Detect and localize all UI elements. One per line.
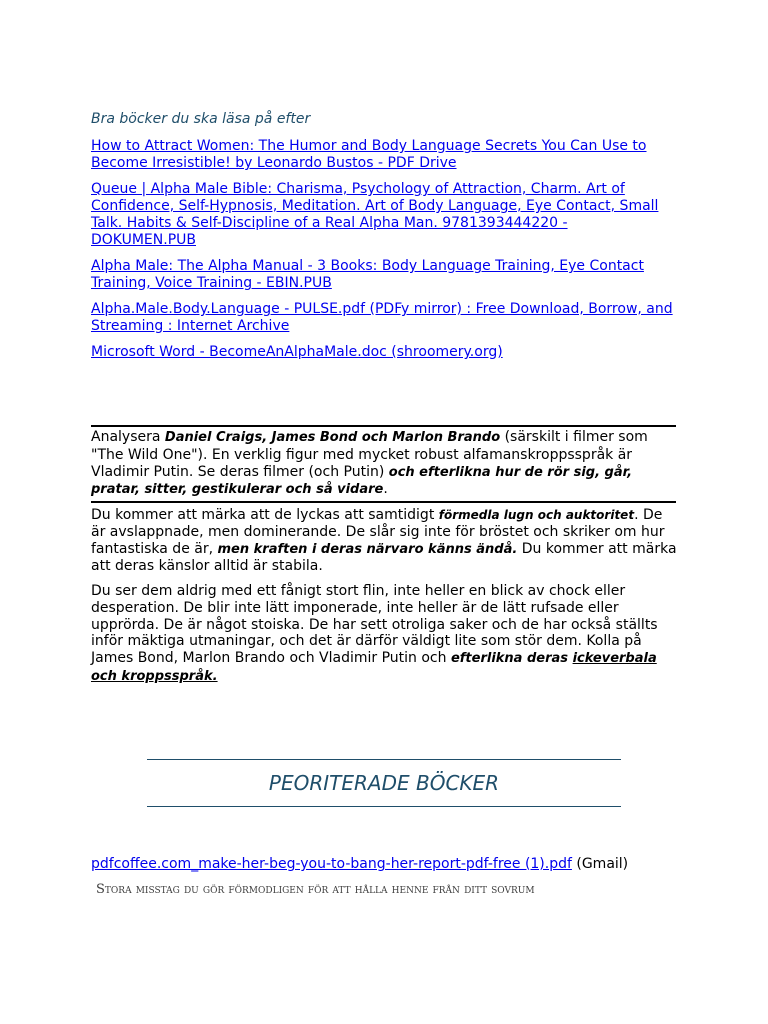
paragraph-bold-underlined-text: ickeverbala och kroppsspråk. <box>91 651 657 684</box>
paragraph-text: Du ser dem aldrig med ett fånigt stort flin, inte heller en blick av chock eller desperation. De blir inte lätt imponerade, inte heller är de lätt rufsade eller upprörda. De är något stoiska. De har sett otroliga saker och de har också ställts inför mäktiga utmaningar, och det är därför väldigt lite som stör dem. Kolla på James Bond, Marlon Brando och Vladimir Putin och <box>91 583 658 667</box>
paragraph-text: Du kommer att märka att de lyckas att samtidigt <box>91 507 439 523</box>
callout-text: . <box>383 481 388 498</box>
book-link-body-language-pulse[interactable]: Alpha.Male.Body.Language - PULSE.pdf (PDFy mirror) : Free Download, Borrow, and Streaming : Internet Archive <box>91 301 673 334</box>
callout-bold-names: Daniel Craigs, James Bond och Marlon Brando <box>164 430 501 445</box>
section-heading-block <box>147 759 621 807</box>
paragraph-bold-text: förmedla lugn och auktoritet <box>438 508 635 522</box>
recommended-books-subtitle: Bra böcker du ska läsa på efter <box>91 111 311 127</box>
paragraph-text: Du kommer att märka att deras känslor alltid är stabila. <box>91 540 677 575</box>
book-list-section <box>91 111 676 370</box>
link-item <box>91 258 676 292</box>
link-item <box>91 138 676 172</box>
link-item <box>91 301 676 335</box>
analysis-callout-box <box>91 425 676 503</box>
attachment-source-label: (Gmail) <box>571 856 629 872</box>
callout-text: Analysera <box>91 429 165 445</box>
book-link-become-alpha-male[interactable]: Microsoft Word - BecomeAnAlphaMale.doc (shroomery.org) <box>91 344 503 360</box>
callout-bold-instruction: och efterlikna hur de rör sig, går, pratar, sitter, gestikulerar och så vidare <box>91 464 633 498</box>
callout-text: (särskilt i filmer som "The Wild One"). En verklig figur med mycket robust alfamanskroppsspråk är Vladimir Putin. Se deras filmer (och Putin) <box>91 429 648 480</box>
attachment-line <box>91 856 628 873</box>
section-heading: PEORITERADE BÖCKER <box>268 771 500 795</box>
book-link-alpha-manual[interactable]: Alpha Male: The Alpha Manual - 3 Books: Body Language Training, Eye Contact Training, Voice Training - EBIN.PUB <box>91 258 644 291</box>
paragraph-bold-text: men kraften i deras närvaro känns ändå. <box>217 541 518 557</box>
heading-bottom-rule <box>147 806 621 807</box>
attachment-description: Stora misstag du gör förmodligen för att hålla henne från ditt sovrum <box>96 882 535 897</box>
book-link-alpha-male-bible[interactable]: Queue | Alpha Male Bible: Charisma, Psychology of Attraction, Charm. Art of Confidence, Self-Hypnosis, Meditation. Art of Body Language, Eye Contact, Small Talk. Habits & Self-Discipline of a Real Alpha Man. 9781393444220 - DOKUMEN.PUB <box>91 181 659 248</box>
body-paragraph-2 <box>91 583 679 686</box>
body-paragraph-1 <box>91 507 679 575</box>
book-link-attract-women[interactable]: How to Attract Women: The Humor and Body Language Secrets You Can Use to Become Irresistible! by Leonardo Bustos - PDF Drive <box>91 138 647 171</box>
link-item <box>91 181 676 249</box>
pdf-attachment-link[interactable]: pdfcoffee.com_make-her-beg-you-to-bang-her-report-pdf-free (1).pdf <box>91 856 572 872</box>
paragraph-bold-text: efterlikna deras <box>450 651 573 667</box>
paragraph-text: . De är avslappnade, men dominerande. De slår sig inte för bröstet och skriker om hur fantastiska de är, <box>91 507 665 557</box>
link-item <box>91 344 676 361</box>
